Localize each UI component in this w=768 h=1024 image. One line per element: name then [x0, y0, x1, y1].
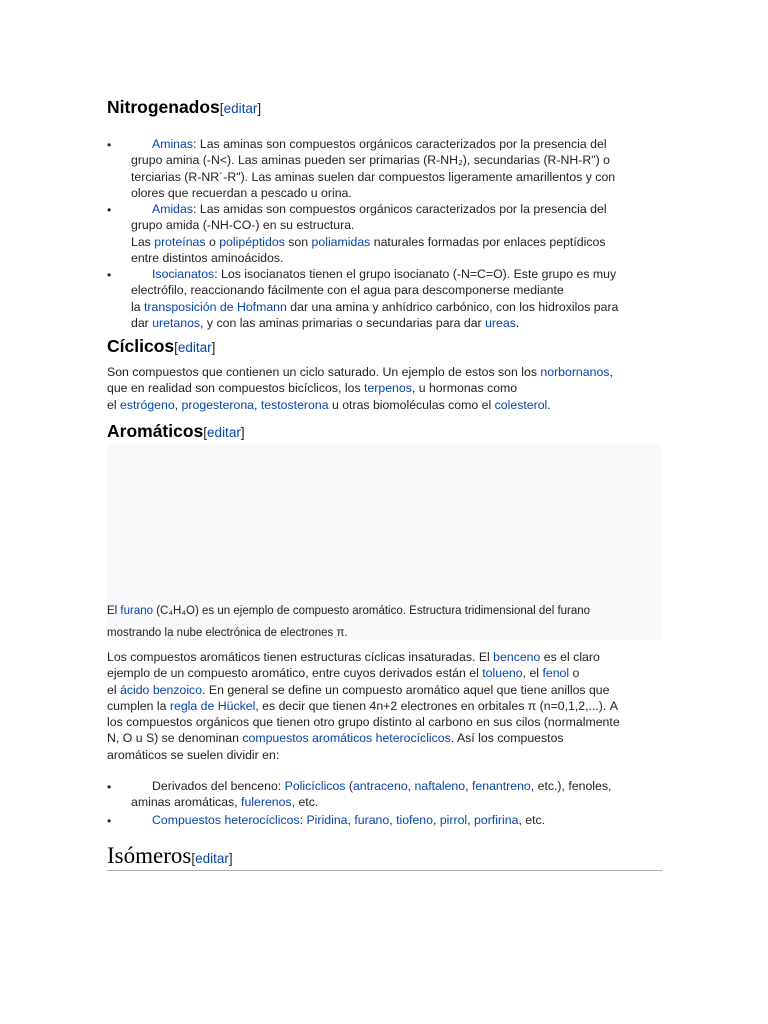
text: , el [522, 666, 543, 681]
text: N, O u S) se denominan [107, 731, 243, 746]
link-policiclicos[interactable]: Policíclicos [284, 779, 346, 793]
text: , [465, 779, 472, 793]
link-transposicion-hofmann[interactable]: transposición de Hofmann [144, 299, 287, 314]
text: grupo amida (-NH-CO-) en su estructura. [131, 218, 355, 233]
list-item-aminas [131, 136, 666, 201]
link-furano[interactable]: furano [354, 813, 390, 827]
link-proteinas[interactable]: proteínas [154, 234, 206, 249]
link-polipeptidos[interactable]: polipéptidos [219, 234, 285, 249]
text: , etc. [291, 795, 319, 810]
text: los compuestos orgánicos que tienen otro grupo distinto al carbono en sus cilos (normalmente [107, 715, 620, 730]
text: El [107, 605, 121, 617]
link-pirrol[interactable]: pirrol [439, 813, 468, 827]
heading-divider [107, 870, 662, 871]
text: , es decir que tienen 4n+2 electrones en orbitales π (n=0,1,2,...). A [255, 698, 618, 713]
text: : Las amidas son compuestos orgánicos caracterizados por la presencia del [193, 202, 607, 216]
figure-caption [107, 600, 647, 644]
link-terpenos[interactable]: terpenos [364, 381, 412, 396]
bullet: • [107, 138, 112, 152]
heading-text: Isómeros [107, 843, 192, 868]
text: u otras biomoléculas como el [328, 397, 495, 412]
text: entre distintos aminoácidos. [131, 250, 284, 265]
text: , [254, 397, 261, 412]
text: . [547, 397, 551, 412]
text: , [174, 397, 182, 412]
edit-link[interactable]: editar [223, 101, 258, 116]
text: ejemplo de un compuesto aromático, entre cuyos derivados están el [107, 666, 483, 681]
link-benceno[interactable]: benceno [493, 650, 541, 664]
text: . En general se define un compuesto aromático aquel que tiene anillos que [202, 682, 610, 697]
text: el [107, 682, 120, 697]
heading-isomeros [107, 843, 233, 869]
link-fulerenos[interactable]: fulerenos [241, 795, 292, 810]
text: terciarias (R-NR´-R"). Las aminas suelen dar compuestos ligeramente amarillentos y con [131, 169, 616, 184]
list-item-isocianatos [131, 266, 666, 331]
text: , u hormonas como [411, 381, 518, 396]
bullet: • [107, 814, 112, 828]
heading-nitrogenados [107, 97, 261, 118]
text: dar [131, 315, 153, 330]
link-tolueno[interactable]: tolueno [482, 666, 523, 681]
text: Son compuestos que contienen un ciclo saturado. Un ejemplo de estos son los [107, 365, 541, 379]
text: son [284, 234, 312, 249]
edit-link[interactable]: editar [195, 851, 229, 866]
text: : Las aminas son compuestos orgánicos caracterizados por la presencia del [193, 137, 607, 151]
heading-text: Aromáticos [107, 421, 204, 441]
heading-aromaticos [107, 421, 245, 442]
edit-link[interactable]: editar [177, 340, 212, 355]
text: . Así los compuestos [450, 731, 564, 746]
link-uretanos[interactable]: uretanos [152, 315, 201, 330]
list-item-heterociclicos [131, 812, 666, 828]
edit-link[interactable]: editar [207, 425, 241, 440]
list-item-amidas [131, 201, 666, 266]
text: , [389, 813, 397, 827]
text: , [432, 813, 440, 827]
text: o [569, 666, 580, 681]
text: Derivados del benceno: [152, 779, 285, 793]
link-colesterol[interactable]: colesterol [494, 397, 548, 412]
text: que en realidad son compuestos bicíclicos, los [107, 381, 365, 396]
link-compuestos-heterociclicos[interactable]: Compuestos heterocíclicos [152, 813, 300, 827]
text: (C₄H₄O) [153, 605, 199, 617]
link-piridina[interactable]: Piridina [306, 813, 348, 827]
link-isocianatos[interactable]: Isocianatos [152, 267, 215, 281]
link-norbornanos[interactable]: norbornanos [540, 365, 610, 379]
text: el [107, 397, 120, 412]
text: o [205, 234, 220, 249]
text: Las [131, 234, 155, 249]
link-fenantreno[interactable]: fenantreno [471, 779, 531, 793]
text: dar una amina y anhídrico carbónico, con los hidroxilos para [286, 299, 619, 314]
text: , [467, 813, 475, 827]
list-item-derivados-benceno [131, 778, 666, 811]
link-regla-huckel[interactable]: regla de Hückel [169, 698, 256, 713]
link-poliamidas[interactable]: poliamidas [311, 234, 371, 249]
text: , [407, 779, 415, 793]
link-antraceno[interactable]: antraceno [352, 779, 408, 793]
heading-ciclicos [107, 336, 215, 357]
text: , etc.), fenoles, [530, 779, 612, 793]
link-tiofeno[interactable]: tiofeno [396, 813, 433, 827]
text: . [515, 315, 520, 330]
text: electrófilo, reaccionando fácilmente con el agua para descomponerse mediante [131, 283, 564, 298]
link-heterociclicos[interactable]: compuestos aromáticos heterocíclicos [242, 731, 451, 746]
text: ( [345, 779, 353, 793]
link-ureas[interactable]: ureas [485, 315, 516, 330]
bullet: • [107, 203, 112, 217]
bullet: • [107, 780, 112, 794]
edit-section: [editar] [219, 101, 262, 116]
link-amidas[interactable]: Amidas [152, 202, 194, 216]
text: mostrando la nube electrónica de electrones π. [107, 627, 348, 639]
link-estrogeno[interactable]: estrógeno [120, 397, 175, 412]
paragraph-ciclicos [107, 364, 667, 413]
link-acido-benzoico[interactable]: ácido benzoico [120, 682, 203, 697]
link-fenol[interactable]: fenol [542, 666, 570, 681]
text: : [299, 813, 307, 827]
link-aminas[interactable]: Aminas [152, 137, 194, 151]
text: : Los isocianatos tienen el grupo isocianato (-N=C=O). Este grupo es muy [214, 267, 617, 281]
text: grupo amina (-N<). Las aminas pueden ser primarias (R-NH₂), secundarias (R-NH-R") o [131, 153, 610, 168]
link-testosterona[interactable]: testosterona [260, 397, 329, 412]
edit-section: [editar] [203, 425, 245, 440]
text: es un ejemplo de compuesto aromático. Estructura tridimensional del furano [198, 605, 591, 617]
text: aromáticos se suelen dividir en: [107, 747, 280, 762]
paragraph-aromaticos [107, 649, 667, 763]
text: aminas aromáticas, [131, 795, 242, 810]
text: la [131, 299, 144, 314]
edit-section: [editar] [191, 851, 233, 866]
text: olores que recuerdan a pescado u orina. [131, 185, 352, 200]
text: naturales formadas por enlaces peptídicos [370, 234, 606, 249]
text: , y con las aminas primarias o secundarias para dar [200, 315, 486, 330]
link-porfirina[interactable]: porfirina [474, 813, 519, 827]
heading-text: Nitrogenados [107, 97, 220, 117]
text: Los compuestos aromáticos tienen estructuras cíclicas insaturadas. El [107, 650, 494, 664]
bullet: • [107, 268, 112, 282]
link-naftaleno[interactable]: naftaleno [414, 779, 466, 793]
text: , etc. [518, 813, 546, 827]
edit-section: [editar] [174, 340, 216, 355]
link-furano-caption[interactable]: furano [120, 605, 154, 617]
heading-text: Cíclicos [107, 336, 175, 356]
text: cumplen la [107, 698, 170, 713]
text: , [609, 365, 613, 379]
link-progesterona[interactable]: progesterona [181, 397, 255, 412]
text: es el claro [540, 650, 600, 664]
text: , [347, 813, 355, 827]
